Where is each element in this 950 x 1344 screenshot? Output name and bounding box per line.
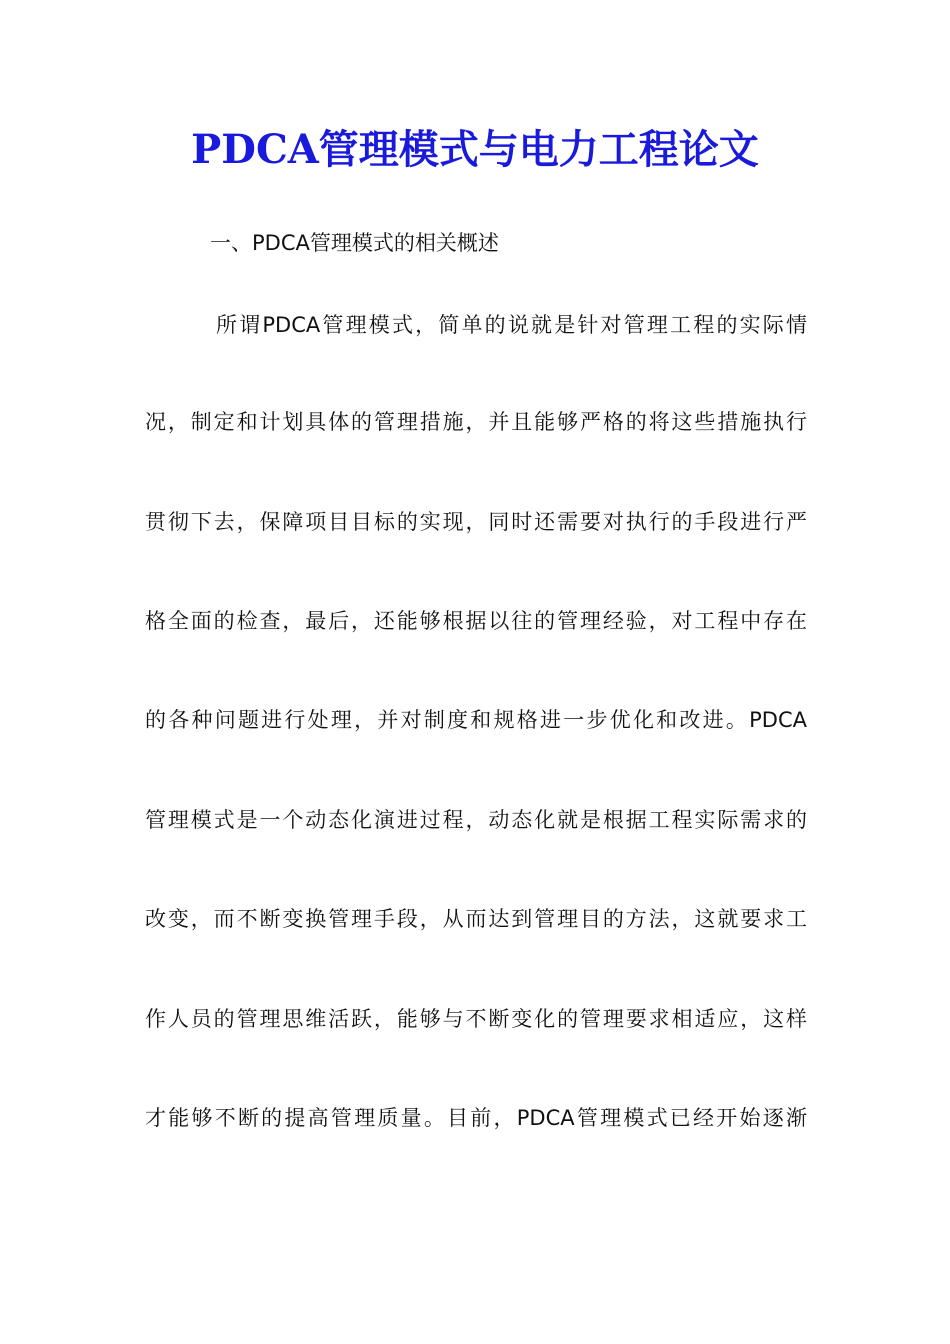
paragraph-line: 况，制定和计划具体的管理措施，并且能够严格的将这些措施执行 (145, 410, 807, 434)
paragraph-line: 才能够不断的提高管理质量。目前，PDCA管理模式已经开始逐渐 (145, 1106, 807, 1130)
paragraph-line: 所谓PDCA管理模式，简单的说就是针对管理工程的实际情 (216, 313, 807, 337)
section-heading: 一、PDCA管理模式的相关概述 (210, 231, 499, 255)
paragraph-line: 作人员的管理思维活跃，能够与不断变化的管理要求相适应，这样 (145, 1007, 807, 1031)
document-title: PDCA管理模式与电力工程论文 (191, 126, 759, 173)
paragraph-line: 管理模式是一个动态化演进过程，动态化就是根据工程实际需求的 (145, 808, 807, 832)
paragraph-line: 改变，而不断变换管理手段，从而达到管理目的方法，这就要求工 (145, 907, 807, 931)
paragraph-line: 的各种问题进行处理，并对制度和规格进一步优化和改进。PDCA (145, 708, 807, 732)
paragraph-line: 贯彻下去，保障项目目标的实现，同时还需要对执行的手段进行严 (145, 510, 807, 534)
paragraph-line: 格全面的检查，最后，还能够根据以往的管理经验，对工程中存在 (145, 609, 807, 633)
